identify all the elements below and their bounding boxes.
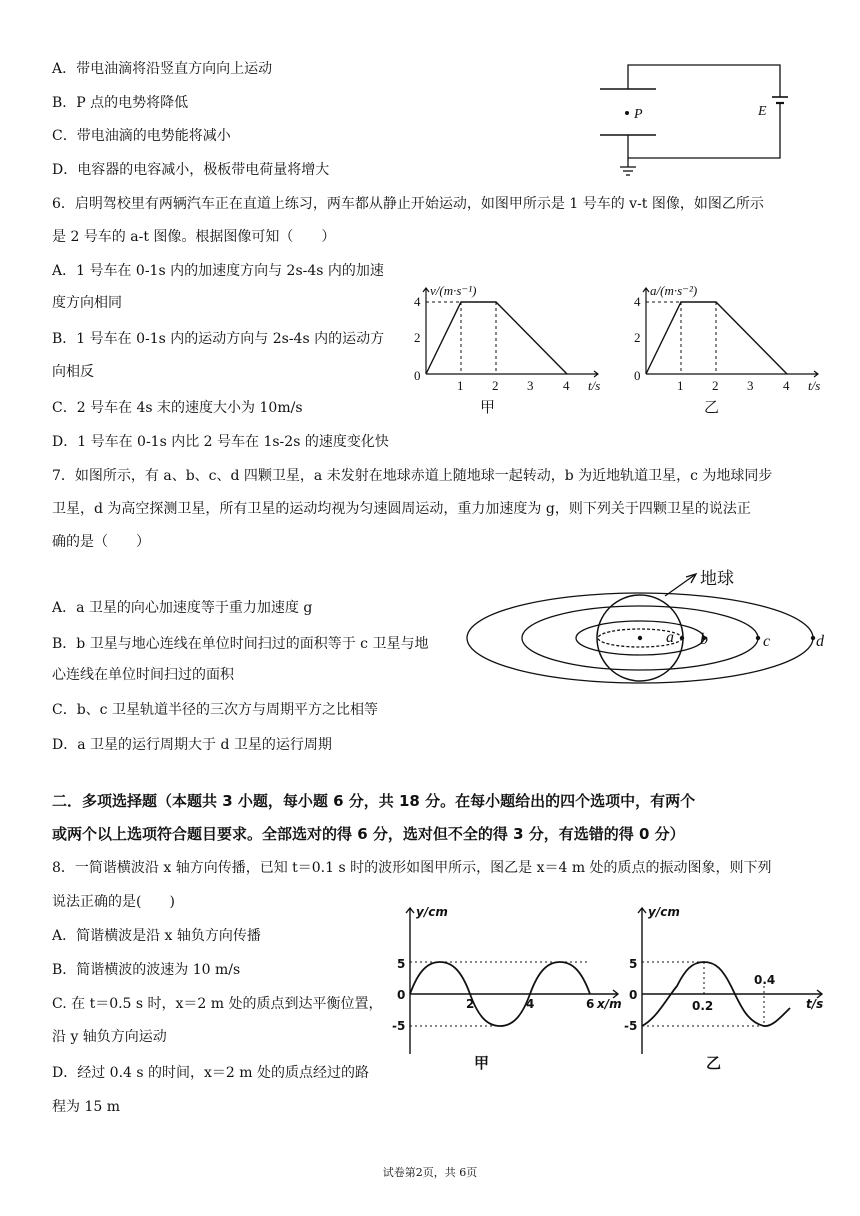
vib-xtick-0-2: 0.2 bbox=[692, 999, 714, 1013]
vt-xtick-0: 0 bbox=[414, 368, 421, 383]
q6-option-b-line2: 向相反 bbox=[52, 364, 94, 380]
wave-xtick-2: 2 bbox=[466, 997, 475, 1011]
emf-label: E bbox=[758, 104, 767, 119]
satellite-c-dot bbox=[756, 636, 760, 640]
q7-option-a: A．a 卫星的向心加速度等于重力加速度 g bbox=[52, 600, 313, 616]
at-xlabel: t/s bbox=[808, 378, 821, 393]
vt-graph-jia bbox=[400, 278, 610, 418]
circuit-wire-top bbox=[628, 65, 780, 97]
vib-ytick-0: 0 bbox=[629, 988, 638, 1002]
q6-option-c: C．2 号车在 4s 末的速度大小为 10m/s bbox=[52, 400, 303, 416]
q6-option-a-line2: 度方向相同 bbox=[52, 295, 122, 311]
wave-graph-jia bbox=[390, 898, 625, 1078]
capacitor-circuit-diagram bbox=[590, 55, 810, 185]
q8-option-b: B．简谐横波的波速为 10 m/s bbox=[52, 962, 241, 978]
q6-stem-line2: 是 2 号车的 a-t 图像。根据图像可知（ ） bbox=[52, 229, 336, 245]
q7-option-c: C．b、c 卫星轨道半径的三次方与周期平方之比相等 bbox=[52, 702, 378, 718]
vt-caption: 甲 bbox=[480, 398, 496, 416]
vib-xlabel: t/s bbox=[806, 997, 824, 1011]
earth-label: 地球 bbox=[700, 569, 734, 589]
satellite-b-label: b bbox=[700, 631, 708, 648]
q6-stem-line1: 6．启明驾校里有两辆汽车正在直道上练习，两车都从静止开始运动，如图甲所示是 1 号车的 v-t 图像，如图乙所示 bbox=[52, 196, 764, 212]
satellite-d-dot bbox=[811, 636, 815, 640]
q8-option-d-line2: 程为 15 m bbox=[52, 1099, 120, 1115]
earth-pointer-line bbox=[665, 574, 696, 596]
vt-xtick-3: 3 bbox=[527, 378, 534, 393]
q8-stem-line1: 8．一简谐横波沿 x 轴方向传播，已知 t＝0.1 s 时的波形如图甲所示，图乙是 x＝4 m 处的质点的振动图象，则下列 bbox=[52, 860, 772, 876]
vt-xtick-4: 4 bbox=[563, 378, 570, 393]
satellite-a-dot bbox=[680, 636, 684, 640]
section2-heading-line2: 或两个以上选项符合题目要求。全部选对的得 6 分，选对但不全的得 3 分，有选错的得 0 分） bbox=[52, 825, 685, 843]
point-p-dot bbox=[625, 111, 629, 115]
vib-ytick-neg5: -5 bbox=[624, 1019, 638, 1033]
vib-xtick-0-4: 0.4 bbox=[754, 973, 776, 987]
q7-stem-line1: 7．如图所示，有 a、b、c、d 四颗卫星，a 未发射在地球赤道上随地球一起转动，b 为近地轨道卫星，c 为地球同步 bbox=[52, 468, 773, 484]
q7-stem-line2: 卫星，d 为高空探测卫星，所有卫星的运动均视为匀速圆周运动，重力加速度为 g，则下列关于四颗卫星的说法正 bbox=[52, 501, 751, 517]
q6-option-a-line1: A．1 号车在 0-1s 内的加速度方向与 2s-4s 内的加速 bbox=[52, 263, 384, 279]
q8-stem-line2: 说法正确的是( ) bbox=[52, 894, 175, 910]
q5-option-d: D．电容器的电容减小，极板带电荷量将增大 bbox=[52, 162, 330, 178]
section2-heading-line1: 二．多项选择题（本题共 3 小题，每小题 6 分，共 18 分。在每小题给出的四个选项中，有两个 bbox=[52, 792, 696, 810]
at-ytick-2: 2 bbox=[634, 330, 641, 345]
vt-ytick-2: 2 bbox=[414, 330, 421, 345]
wave-xtick-6: 6 bbox=[586, 997, 595, 1011]
at-ytick-4: 4 bbox=[634, 294, 641, 309]
q8-option-a: A．简谐横波是沿 x 轴负方向传播 bbox=[52, 928, 261, 944]
q7-stem-line3: 确的是（ ） bbox=[52, 534, 150, 550]
at-xtick-4: 4 bbox=[783, 378, 790, 393]
wave-caption: 甲 bbox=[474, 1054, 490, 1072]
q8-option-c-line2: 沿 y 轴负方向运动 bbox=[52, 1029, 167, 1045]
wave-ytick-neg5: -5 bbox=[392, 1019, 406, 1033]
q7-option-d: D．a 卫星的运行周期大于 d 卫星的运行周期 bbox=[52, 737, 332, 753]
at-caption: 乙 bbox=[704, 398, 720, 416]
vibration-graph-yi bbox=[622, 898, 832, 1078]
vib-ylabel: y/cm bbox=[648, 905, 680, 919]
vib-caption: 乙 bbox=[706, 1054, 722, 1072]
vt-ylabel: v/(m·s⁻¹) bbox=[430, 283, 477, 298]
at-xtick-3: 3 bbox=[747, 378, 754, 393]
satellite-c-label: c bbox=[763, 633, 771, 650]
q6-option-d: D．1 号车在 0-1s 内比 2 号车在 1s-2s 的速度变化快 bbox=[52, 434, 389, 450]
vt-xlabel: t/s bbox=[588, 378, 601, 393]
at-xtick-1: 1 bbox=[677, 378, 684, 393]
wave-ylabel: y/cm bbox=[416, 905, 448, 919]
q8-option-d-line1: D．经过 0.4 s 的时间，x＝2 m 处的质点经过的路 bbox=[52, 1065, 370, 1081]
satellite-orbit-diagram bbox=[460, 560, 840, 690]
point-p-label: P bbox=[634, 107, 643, 122]
satellite-a-label: a bbox=[666, 629, 674, 646]
at-xtick-0: 0 bbox=[634, 368, 641, 383]
q5-option-c: C．带电油滴的电势能将减小 bbox=[52, 128, 231, 144]
at-graph-yi bbox=[622, 278, 842, 418]
vt-ytick-4: 4 bbox=[414, 294, 421, 309]
satellite-d-label: d bbox=[816, 633, 824, 650]
q6-option-b-line1: B．1 号车在 0-1s 内的运动方向与 2s-4s 内的运动方 bbox=[52, 331, 385, 347]
q5-option-a: A．带电油滴将沿竖直方向向上运动 bbox=[52, 61, 273, 77]
wave-xlabel: x/m bbox=[597, 997, 622, 1011]
vt-xtick-1: 1 bbox=[457, 378, 464, 393]
page-footer: 试卷第2页，共 6页 bbox=[382, 1166, 478, 1179]
q7-option-b-line1: B．b 卫星与地心连线在单位时间扫过的面积等于 c 卫星与地 bbox=[52, 636, 429, 652]
vib-ytick-5: 5 bbox=[629, 957, 638, 971]
wave-xtick-4: 4 bbox=[526, 997, 535, 1011]
earth-center-dot bbox=[638, 636, 642, 640]
wave-ytick-5: 5 bbox=[397, 957, 406, 971]
wave-ytick-0: 0 bbox=[397, 988, 406, 1002]
q5-option-b: B．P 点的电势将降低 bbox=[52, 95, 189, 111]
q7-option-b-line2: 心连线在单位时间扫过的面积 bbox=[52, 667, 234, 683]
at-ylabel: a/(m·s⁻²) bbox=[650, 283, 698, 298]
q8-option-c-line1: C. 在 t＝0.5 s 时，x＝2 m 处的质点到达平衡位置， bbox=[52, 996, 383, 1012]
at-xtick-2: 2 bbox=[712, 378, 719, 393]
vt-xtick-2: 2 bbox=[492, 378, 499, 393]
